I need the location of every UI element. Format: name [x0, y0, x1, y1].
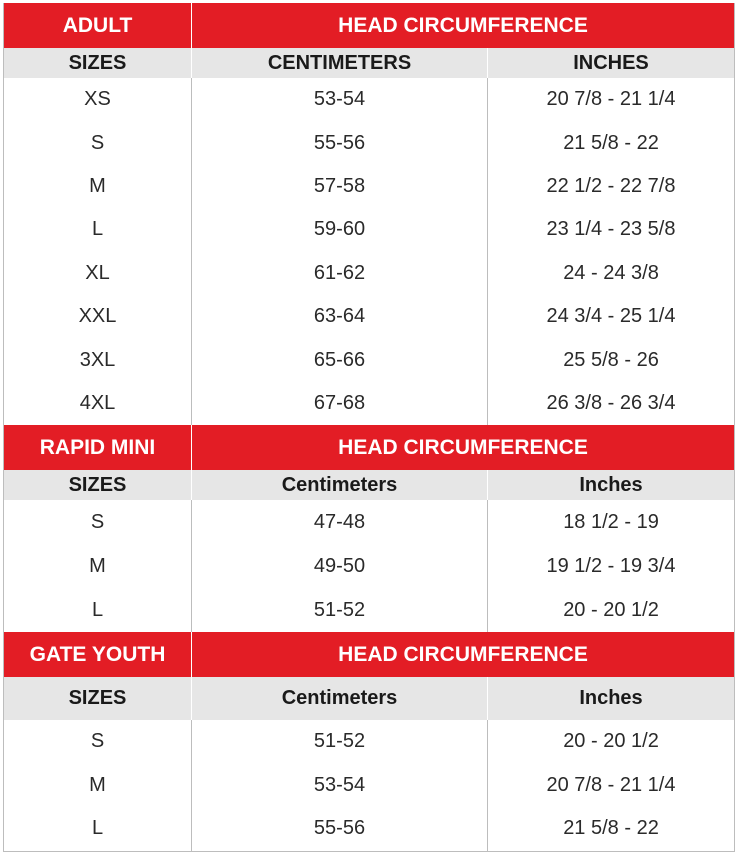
section-gate-youth	[4, 632, 734, 852]
table-row	[4, 78, 734, 121]
table-row	[4, 295, 734, 338]
inches-cell: 23 1/4 - 23 5/8	[546, 218, 676, 241]
size-cell: L	[4, 208, 192, 251]
centimeters-cell: 59-60	[192, 208, 488, 251]
size-cell: 3XL	[4, 338, 192, 381]
size-chart	[3, 3, 735, 852]
inches-cell: 22 1/2 - 22 7/8	[546, 174, 676, 197]
table-row	[4, 807, 734, 851]
size-cell: XL	[4, 252, 192, 295]
size-cell: XS	[4, 78, 192, 121]
centimeters-cell: 61-62	[192, 252, 488, 295]
column-header-sizes: SIZES	[4, 48, 192, 78]
inches-cell: 24 - 24 3/8	[563, 261, 659, 284]
section-title: RAPID MINI	[4, 425, 192, 470]
inches-cell: 21 5/8 - 22	[563, 817, 659, 840]
column-header-row	[4, 48, 734, 78]
inches-cell: 26 3/8 - 26 3/4	[546, 391, 676, 414]
head-circumference-title: HEAD CIRCUMFERENCE	[338, 13, 588, 37]
size-cell: M	[4, 544, 192, 588]
column-header-centimeters: Centimeters	[192, 470, 488, 500]
section-rapid-mini	[4, 425, 734, 632]
size-cell: S	[4, 500, 192, 544]
size-cell: S	[4, 720, 192, 764]
inches-cell: 24 3/4 - 25 1/4	[546, 305, 676, 328]
head-circumference-title: HEAD CIRCUMFERENCE	[338, 642, 588, 666]
column-header-row	[4, 470, 734, 500]
column-header-centimeters: CENTIMETERS	[192, 48, 488, 78]
column-header-row	[4, 677, 734, 720]
column-header-centimeters: Centimeters	[192, 677, 488, 720]
section-header	[4, 3, 734, 48]
centimeters-cell: 53-54	[192, 78, 488, 121]
inches-cell: 20 7/8 - 21 1/4	[546, 88, 676, 111]
column-header-inches: INCHES	[573, 51, 649, 74]
size-cell: M	[4, 165, 192, 208]
column-header-inches: Inches	[579, 687, 643, 710]
column-header-inches: Inches	[579, 473, 643, 496]
centimeters-cell: 63-64	[192, 295, 488, 338]
centimeters-cell: 55-56	[192, 807, 488, 851]
inches-cell: 18 1/2 - 19	[563, 510, 659, 533]
section-header	[4, 632, 734, 677]
head-circumference-title: HEAD CIRCUMFERENCE	[338, 435, 588, 459]
table-row	[4, 121, 734, 164]
centimeters-cell: 51-52	[192, 720, 488, 764]
centimeters-cell: 51-52	[192, 588, 488, 632]
inches-cell: 20 - 20 1/2	[563, 598, 659, 621]
centimeters-cell: 55-56	[192, 121, 488, 164]
section-adult	[4, 3, 734, 425]
size-cell: L	[4, 588, 192, 632]
centimeters-cell: 57-58	[192, 165, 488, 208]
size-cell: M	[4, 764, 192, 808]
column-header-sizes: SIZES	[4, 470, 192, 500]
table-row	[4, 720, 734, 764]
table-row	[4, 382, 734, 425]
table-row	[4, 500, 734, 544]
size-cell: S	[4, 121, 192, 164]
table-row	[4, 252, 734, 295]
centimeters-cell: 67-68	[192, 382, 488, 425]
section-title: ADULT	[4, 3, 192, 48]
centimeters-cell: 65-66	[192, 338, 488, 381]
size-cell: XXL	[4, 295, 192, 338]
centimeters-cell: 53-54	[192, 764, 488, 808]
table-row	[4, 544, 734, 588]
table-row	[4, 208, 734, 251]
section-title: GATE YOUTH	[4, 632, 192, 677]
table-row	[4, 588, 734, 632]
centimeters-cell: 47-48	[192, 500, 488, 544]
section-header	[4, 425, 734, 470]
inches-cell: 20 - 20 1/2	[563, 730, 659, 753]
inches-cell: 19 1/2 - 19 3/4	[546, 554, 676, 577]
table-row	[4, 338, 734, 381]
column-header-sizes: SIZES	[4, 677, 192, 720]
size-cell: L	[4, 807, 192, 851]
inches-cell: 20 7/8 - 21 1/4	[546, 773, 676, 796]
inches-cell: 25 5/8 - 26	[563, 348, 659, 371]
size-cell: 4XL	[4, 382, 192, 425]
table-row	[4, 165, 734, 208]
table-row	[4, 764, 734, 808]
inches-cell: 21 5/8 - 22	[563, 131, 659, 154]
centimeters-cell: 49-50	[192, 544, 488, 588]
